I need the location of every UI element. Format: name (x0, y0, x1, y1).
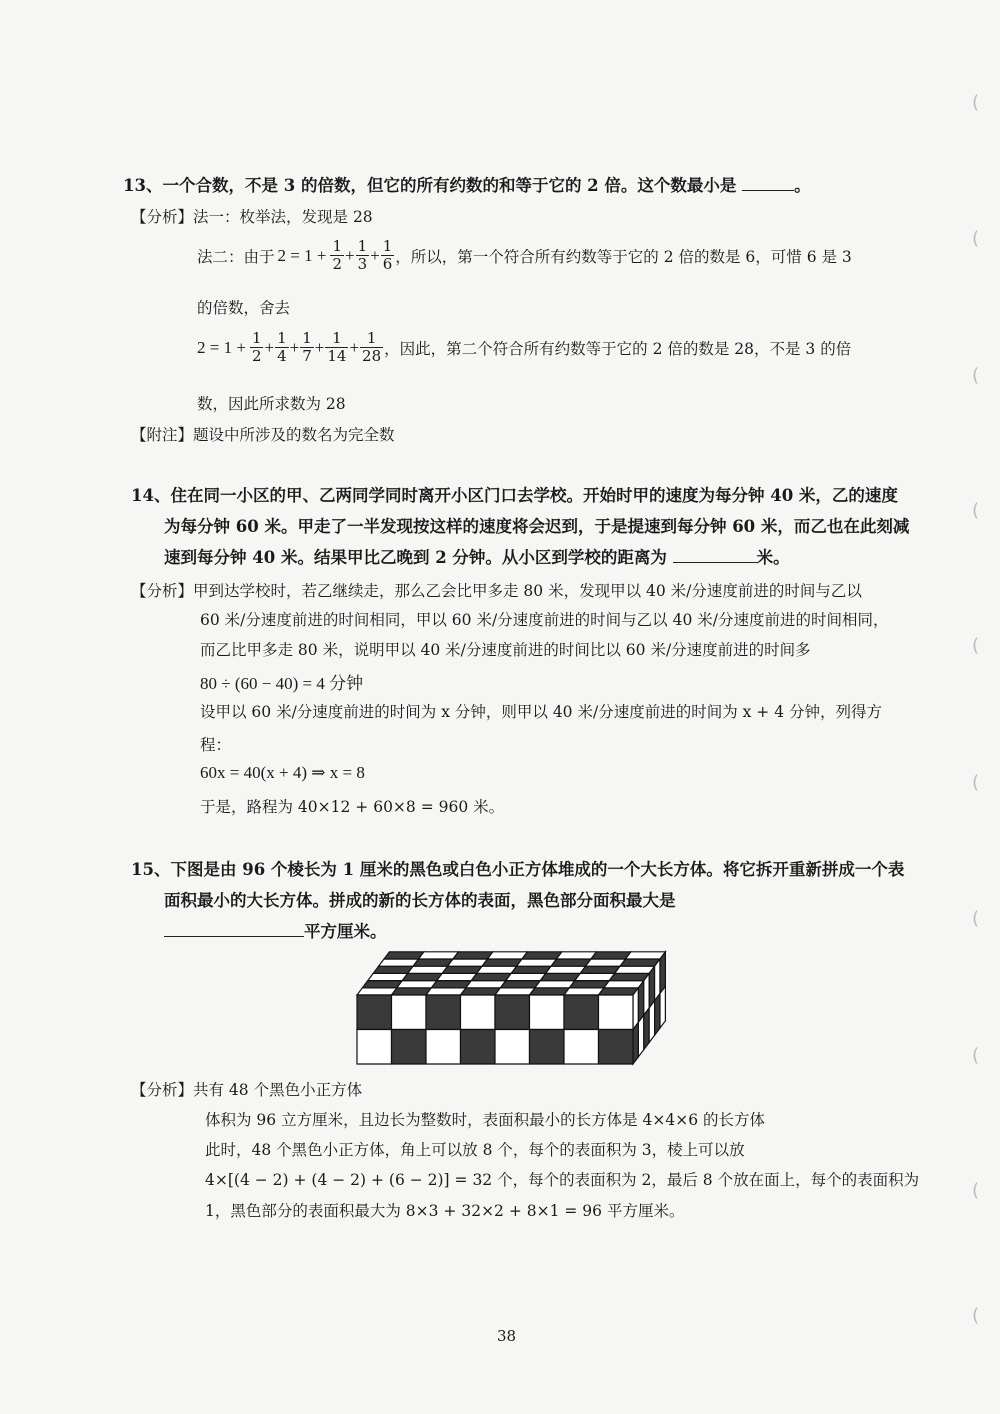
top-face-cube (466, 981, 506, 988)
top-face-cube (373, 966, 413, 973)
margin-mark: ( (972, 228, 980, 249)
q15-line1-text: 下图是由 96 个棱长为 1 厘米的黑色或白色小正方体堆成的一个大长方体。将它拆开重新拼成一个表 (170, 860, 905, 879)
side-face-cube (638, 1015, 643, 1057)
top-face-cube (419, 952, 459, 959)
top-face-cube (586, 959, 626, 966)
front-face-cube (599, 1030, 634, 1065)
eq1-lhs: 2 = 1 + (277, 245, 327, 265)
top-face-cube (368, 973, 408, 980)
page-number: 38 (497, 1327, 517, 1345)
side-face-cube (644, 973, 649, 1015)
front-face-cube (392, 1030, 427, 1065)
fraction: $\frac{1}{28}$ (362, 329, 382, 365)
front-face-cube (392, 995, 427, 1030)
top-face-cube (477, 966, 517, 973)
top-face-cube (546, 966, 586, 973)
q15-number: 15、 (131, 860, 171, 879)
top-face-cube (564, 988, 604, 995)
q13-method2-line2: 的倍数，舍去 (197, 299, 291, 317)
top-face-cube (530, 988, 570, 995)
top-face-cube (461, 988, 501, 995)
top-face-cube (379, 959, 419, 966)
q14-analysis-4: 80 ÷ (60 − 40) = 4 分钟 (200, 674, 364, 693)
q13-method1: 法一：枚举法，发现是 28 (193, 208, 373, 226)
plus-sign: + (289, 337, 300, 357)
q14-analysis-2: 60 米/分速度前进的时间相同，甲以 60 米/分速度前进的时间与乙以 40 米/分速度前进的时间相同， (200, 611, 889, 629)
top-face-cube (575, 973, 615, 980)
side-face-cube (633, 988, 638, 1030)
top-face-cube (615, 966, 655, 973)
q13-end: 。 (794, 176, 811, 195)
q13-equation2 (197, 330, 851, 365)
plus-sign: + (314, 337, 325, 357)
front-face-cube (530, 1030, 565, 1065)
q15-analysis-2: 体积为 96 立方厘米，且边长为整数时，表面积最小的长方体是 4×4×6 的长方体 (205, 1111, 765, 1129)
q13-analysis-line1 (131, 205, 373, 227)
side-face-cube (660, 952, 665, 994)
front-face-cube (530, 995, 565, 1030)
fraction: $\frac{1}{14}$ (327, 329, 347, 365)
front-face-cube (426, 995, 461, 1030)
front-face-cube (564, 995, 599, 1030)
margin-mark: ( (972, 1180, 980, 1201)
top-face-cube (511, 966, 551, 973)
side-face-cube (655, 994, 660, 1036)
q14-analysis-6: 程： (200, 736, 232, 754)
q14-answer-blank (673, 548, 757, 563)
top-face-cube (495, 988, 535, 995)
top-face-cube (471, 973, 511, 980)
top-face-cube (448, 959, 488, 966)
front-face-cube (357, 1030, 392, 1065)
q14-line2: 为每分钟 60 米。甲走了一半发现按这样的速度将会迟到，于是提速到每分钟 60 米，而乙也在此刻减 (164, 517, 910, 536)
top-face-cube (442, 966, 482, 973)
q14-analysis-7: 60x = 40(x + 4) ⇒ x = 8 (200, 763, 365, 782)
plus-sign: + (264, 337, 275, 357)
analysis-tag: 【分析】 (131, 208, 194, 226)
top-face-cube (362, 981, 402, 988)
margin-mark: ( (972, 635, 980, 656)
q13-text: 一个合数，不是 3 的倍数，但它的所有约数的和等于它的 2 倍。这个数最小是 (162, 176, 737, 195)
top-face-cube (557, 952, 597, 959)
top-face-cube (540, 973, 580, 980)
fraction: $\frac{1}{7}$ (302, 329, 312, 365)
q13-stem (123, 172, 811, 196)
top-face-cube (431, 981, 471, 988)
top-face-cube (453, 952, 493, 959)
q15-line1 (131, 856, 904, 880)
top-face-cube (609, 973, 649, 980)
top-face-cube (384, 952, 424, 959)
top-face-cube (604, 981, 644, 988)
q13-eq2-suffix: ，因此，第二个符合所有约数等于它的 2 倍的数是 28，不是 3 的倍 (384, 339, 852, 358)
front-face-cube (564, 1030, 599, 1065)
top-face-cube (426, 988, 466, 995)
margin-mark: ( (972, 772, 980, 793)
q13-number: 13、 (123, 176, 163, 195)
top-face-cube (591, 952, 631, 959)
top-face-cube (488, 952, 528, 959)
top-face-cube (599, 988, 639, 995)
q13-method2-prefix: 法二：由于 (197, 247, 275, 266)
q13-method2-suffix: ，所以，第一个符合所有约数等于它的 2 倍的数是 6，可惜 6 是 3 (395, 247, 852, 266)
q15-line2: 面积最小的大长方体。拼成的新的长方体的表面，黑色部分面积最大是 (164, 891, 676, 910)
margin-mark: ( (972, 92, 980, 113)
front-face-cube (461, 1030, 496, 1065)
margin-mark: ( (972, 1305, 980, 1326)
q13-conclusion: 数，因此所求数为 28 (197, 395, 346, 413)
q15-answer-blank (164, 922, 304, 937)
plus-sign: + (349, 337, 360, 357)
margin-mark: ( (972, 500, 980, 521)
front-face-cube (357, 995, 392, 1030)
fraction: $\frac{1}{2}$ (251, 329, 262, 365)
q13-answer-blank (742, 176, 794, 191)
side-face-cube (649, 966, 654, 1008)
top-face-cube (522, 952, 562, 959)
q15-analysis-5: 1，黑色部分的表面积最大为 8×3 + 32×2 + 8×1 = 96 平方厘米。 (205, 1202, 685, 1220)
top-face-cube (620, 959, 660, 966)
q14-line3 (164, 544, 790, 568)
q14-analysis-8: 于是，路程为 40×12 + 60×8 = 960 米。 (200, 798, 505, 816)
q15-analysis-4: 4×[(4 − 2) + (4 − 2) + (6 − 2)] = 32 个，每个的表面积为 2，最后 8 个放在面上，每个的表面积为 (205, 1171, 920, 1189)
front-face-cube (495, 1030, 530, 1065)
fraction: $\frac{1}{3}$ (357, 237, 368, 273)
q14-line1 (131, 482, 898, 506)
side-face-cube (644, 1008, 649, 1050)
q15-unit: 平方厘米。 (304, 922, 387, 941)
q15-line3 (164, 918, 387, 942)
q13-method2-equation (197, 238, 852, 273)
side-face-cube (638, 981, 643, 1023)
margin-mark: ( (972, 1045, 980, 1066)
top-face-cube (482, 959, 522, 966)
q14-line1-text: 住在同一小区的甲、乙两同学同时离开小区门口去学校。开始时甲的速度为每分钟 40 米，乙的速度 (170, 486, 898, 505)
fraction: $\frac{1}{2}$ (332, 237, 342, 273)
plus-sign: + (370, 245, 380, 265)
margin-mark: ( (972, 365, 980, 386)
top-face-cube (392, 988, 432, 995)
q14-analysis-1: 【分析】甲到达学校时，若乙继续走，那么乙会比甲多走 80 米，发现甲以 40 米/分速度前进的时间与乙以 (131, 582, 862, 600)
side-face-cube (633, 1022, 638, 1064)
side-face-cube (660, 986, 665, 1028)
top-face-cube (506, 973, 546, 980)
q15-analysis-3: 此时，48 个黑色小正方体，角上可以放 8 个，每个的表面积为 3，棱上可以放 (205, 1141, 745, 1159)
top-face-cube (413, 959, 453, 966)
top-face-cube (569, 981, 609, 988)
top-face-cube (517, 959, 557, 966)
top-face-cube (626, 952, 666, 959)
q14-number: 14、 (131, 486, 171, 505)
front-face-cube (495, 995, 530, 1030)
fraction: $\frac{1}{4}$ (277, 329, 287, 365)
eq2-lhs: 2 = 1 + (197, 337, 246, 357)
top-face-cube (535, 981, 575, 988)
top-face-cube (551, 959, 591, 966)
q14-unit: 米。 (756, 548, 790, 567)
plus-sign: + (345, 245, 355, 265)
front-face-cube (426, 1030, 461, 1065)
q13-note: 【附注】题设中所涉及的数名为完全数 (131, 426, 395, 444)
side-face-cube (649, 1001, 654, 1043)
top-face-cube (437, 973, 477, 980)
top-face-cube (408, 966, 448, 973)
q14-analysis-3: 而乙比甲多走 80 米，说明甲以 40 米/分速度前进的时间比以 60 米/分速度前进的时间多 (200, 641, 811, 659)
front-face-cube (461, 995, 496, 1030)
top-face-cube (402, 973, 442, 980)
top-face-cube (580, 966, 620, 973)
q15-analysis-1: 【分析】共有 48 个黑色小正方体 (131, 1081, 363, 1099)
side-face-cube (655, 959, 660, 1001)
margin-mark: ( (972, 908, 980, 929)
q14-line3-text: 速到每分钟 40 米。结果甲比乙晚到 2 分钟。从小区到学校的距离为 (164, 548, 667, 567)
q14-analysis-5: 设甲以 60 米/分速度前进的时间为 x 分钟，则甲以 40 米/分速度前进的时间为 x + 4 分钟，列得方 (200, 703, 882, 721)
top-face-cube (357, 988, 397, 995)
front-face-cube (599, 995, 634, 1030)
top-face-cube (397, 981, 437, 988)
top-face-cube (500, 981, 540, 988)
fraction: $\frac{1}{6}$ (382, 237, 393, 273)
